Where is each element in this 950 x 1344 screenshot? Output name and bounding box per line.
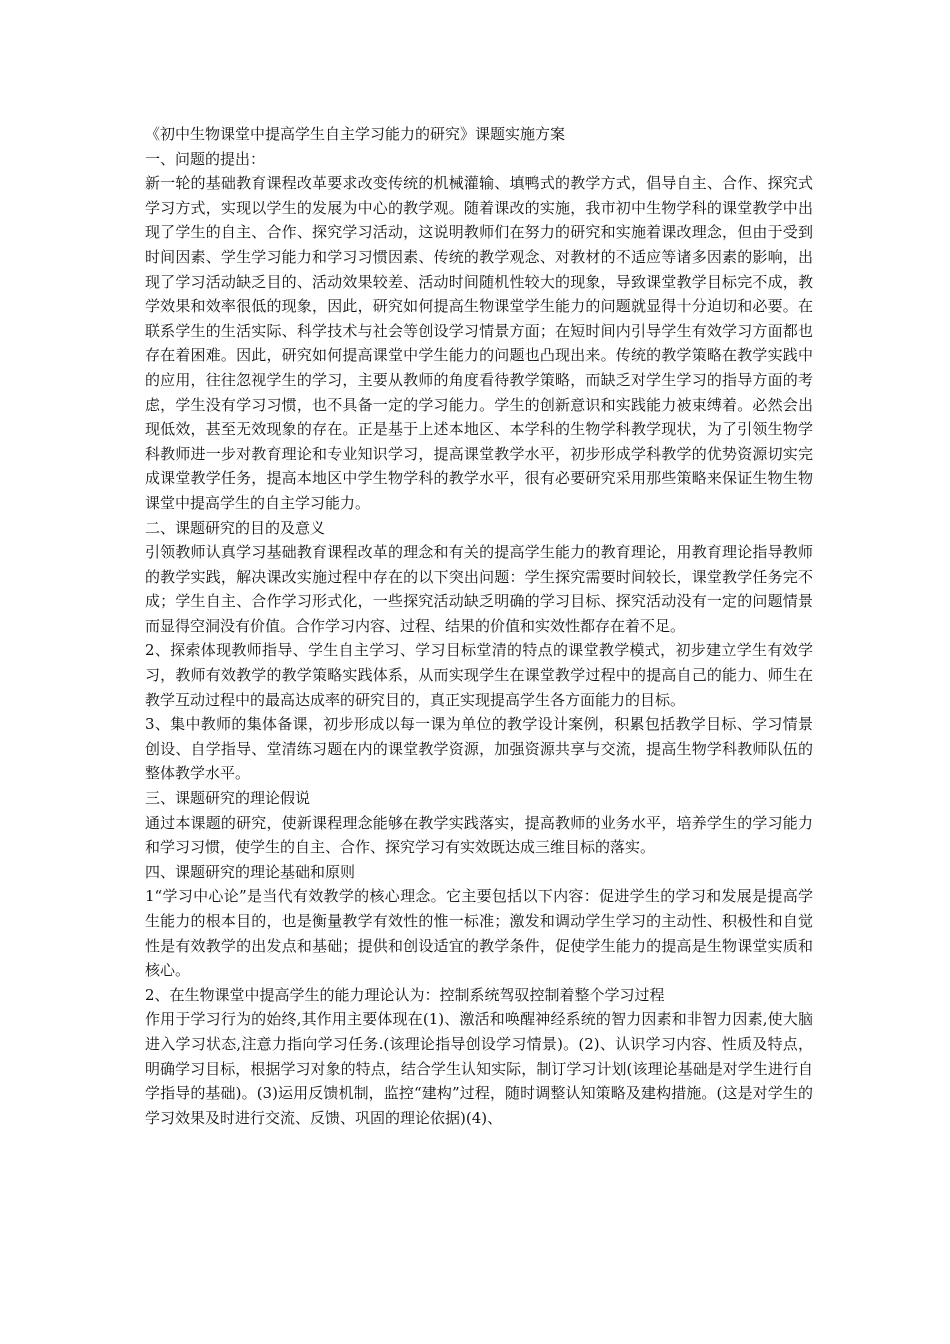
paragraph: 2、探索体现教师指导、学生自主学习、学习目标堂清的特点的课堂教学模式，初步建立学生有效学习，教师有效教学的教学策略实践体系，从而实现学生在课堂教学过程中的提高自己的能力、师生在教学互动过程中的最高达成率的研究目的，真正实现提高学生各方面能力的目标。	[145, 641, 813, 709]
paragraph: 作用于学习行为的始终,其作用主要体现在(1)、激活和唤醒神经系统的智力因素和非智力因素,使大脑进入学习状态,注意力指向学习任务.(该理论指导创设学习情景)。(2)、认识学习内容、性质及特点，明确学习目标，根据学习对象的特点，结合学生认知实际，制订学习计划(该理论基础是对学生进行自学指导的基础)。(3)运用反馈机制，监控“建构”过程，随时调整认知策略及建构措施。(这是对学生的学习效果及时进行交流、反馈、巩固的理论依据)(4)、	[145, 1010, 813, 1127]
paragraph: 1“学习中心论”是当代有效教学的核心理念。它主要包括以下内容：促进学生的学习和发展是提高学生能力的根本目的，也是衡量教学有效性的惟一标准；激发和调动学生学习的主动性、积极性和自觉性是有效教学的出发点和基础；提供和创设适宜的教学条件，促使学生能力的提高是生物课堂实质和核心。	[145, 887, 813, 980]
section-heading-3: 三、课题研究的理论假说	[145, 789, 311, 808]
paragraph: 2、在生物课堂中提高学生的能力理论认为：控制系统驾驭控制着整个学习过程	[145, 985, 665, 1004]
document-page	[145, 122, 813, 1130]
paragraph: 引领教师认真学习基础教育课程改革的理念和有关的提高学生能力的教育理论，用教育理论指导教师的教学实践，解决课改实施过程中存在的以下突出问题：学生探究需要时间较长，课堂教学任务完不成；学生自主、合作学习形式化，一些探究活动缺乏明确的学习目标、探究活动没有一定的问题情景而显得空洞没有价值。合作学习内容、过程、结果的价值和实效性都存在着不足。	[145, 543, 813, 635]
paragraph: 3、集中教师的集体备课，初步形成以每一课为单位的教学设计案例，积累包括教学目标、学习情景创设、自学指导、堂清练习题在内的课堂教学资源，加强资源共享与交流，提高生物学科教师队伍的整体教学水平。	[145, 715, 813, 783]
section-heading-4: 四、课题研究的理论基础和原则	[145, 862, 356, 881]
paragraph: 通过本课题的研究，使新课程理念能够在教学实践落实，提高教师的业务水平，培养学生的学习能力和学习习惯，使学生的自主、合作、探究学习有实效既达成三维目标的落实。	[145, 813, 813, 857]
section-heading-1: 一、问题的提出：	[145, 149, 266, 168]
paragraph: 新一轮的基础教育课程改革要求改变传统的机械灌输、填鸭式的教学方式，倡导自主、合作、探究式学习方式，实现以学生的发展为中心的教学观。随着课改的实施，我市初中生物学科的课堂教学中出现了学生的自主、合作、探究学习活动，这说明教师们在努力的研究和实施着课改理念，但由于受到时间因素、学生学习能力和学习习惯因素、传统的教学观念、对教材的不适应等诸多因素的影响，出现了学习活动缺乏目的、活动效果较差、活动时间随机性较大的现象，导致课堂教学目标完不成，教学效果和效率很低的现象，因此，研究如何提高生物课堂学生能力的问题就显得十分迫切和必要。在联系学生的生活实际、科学技术与社会等创设学习情景方面；在短时间内引导学生有效学习方面都也存在着困难。因此，研究如何提高课堂中学生能力的问题也凸现出来。传统的教学策略在教学实践中的应用，往往忽视学生的学习，主要从教师的角度看待教学策略，而缺乏对学生学习的指导方面的考虑，学生没有学习习惯，也不具备一定的学习能力。学生的创新意识和实践能力被束缚着。必然会出现低效，甚至无效现象的存在。正是基于上述本地区、本学科的生物学科教学现状，为了引领生物学科教师进一步对教育理论和专业知识学习，提高课堂教学水平，初步形成学科教学的优势资源切实完成课堂教学任务，提高本地区中学生物学科的教学水平，很有必要研究采用那些策略来保证生物生物课堂中提高学生的自主学习能力。	[145, 174, 813, 512]
document-title: 《初中生物课堂中提高学生自主学习能力的研究》课题实施方案	[145, 125, 566, 143]
section-heading-2: 二、课题研究的目的及意义	[145, 518, 326, 537]
